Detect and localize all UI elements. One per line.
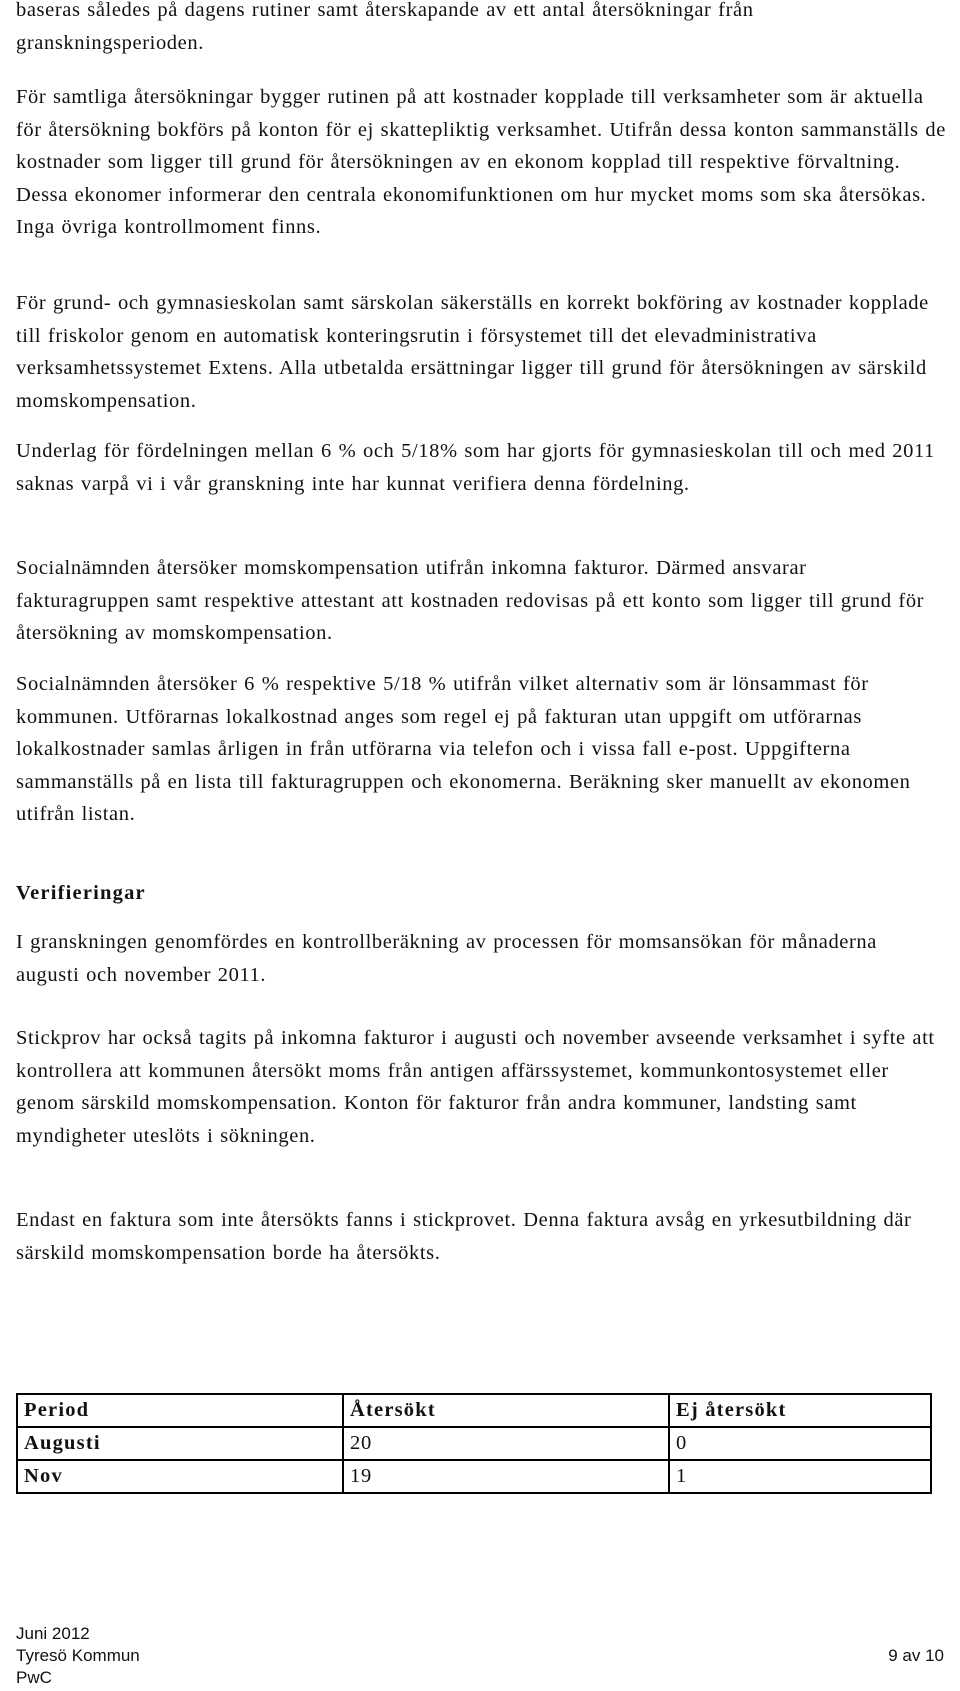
table-header-cell: Period <box>17 1394 343 1427</box>
table-row <box>17 1460 931 1493</box>
footer-page-number: 9 av 10 <box>888 1646 944 1665</box>
footer-org-line <box>16 1645 944 1667</box>
table-header-cell: Återsökt <box>343 1394 669 1427</box>
table-cell-period: Nov <box>17 1460 343 1493</box>
paragraph-social-board-rates: Socialnämnden återsöker 6 % respektive 5/18 % utifrån vilket alternativ som är lönsammast för kommunen. Utförarnas lokalkostnad anges som regel ej på fakturan utan uppgift om utförarnas lokalkostnader samlas årligen in från utförarna via telefon och i vissa fall e-post. Uppgifterna sammanställs på en lista till fakturagruppen och ekonomerna. Beräkning sker manuellt av ekonomen utifrån listan. <box>16 673 911 825</box>
footer-organization: Tyresö Kommun <box>16 1646 140 1665</box>
paragraph-samples: Stickprov har också tagits på inkomna fakturor i augusti och november avseende verksamhet i syfte att kontrollera att kommunen återsökt moms från antigen affärssystemet, kommunkontosystemet eller genom särskild momskompensation. Konton för fakturor från andra kommuner, landsting samt myndigheter uteslöts i sökningen. <box>16 1027 935 1147</box>
paragraph-intro: baseras således på dagens rutiner samt återskapande av ett antal återsökningar från granskningsperioden. <box>16 0 754 54</box>
table-cell-value: 1 <box>669 1460 931 1493</box>
paragraph-findings: Endast en faktura som inte återsökts fanns i stickprovet. Denna faktura avsåg en yrkesutbildning där särskild momskompensation borde ha återsökts. <box>16 1209 912 1264</box>
table-cell-value: 19 <box>343 1460 669 1493</box>
paragraph-retrieval-routine: För samtliga återsökningar bygger rutinen på att kostnader kopplade till verksamheter som är aktuella för återsökning bokförs på konton för ej skattepliktig verksamhet. Utifrån dessa konton sammanställs de kostnader som ligger till grund för återsökningen av en ekonom kopplad till respektive förvaltning. Dessa ekonomer informerar den centrala ekonomifunktionen om hur mycket moms som ska återsökas. Inga övriga kontrollmoment finns. <box>16 86 946 238</box>
table-cell-period: Augusti <box>17 1427 343 1460</box>
table-header-row <box>17 1394 931 1427</box>
paragraph-schools: För grund- och gymnasieskolan samt särskolan säkerställs en korrekt bokföring av kostnader kopplade till friskolor genom en automatisk konteringsrutin i försystemet till det elevadministrativa verksamhetssystemet Extens. Alla utbetalda ersättningar ligger till grund för återsökningen av särskild momskompensation. <box>16 292 929 412</box>
page-footer <box>16 1623 944 1689</box>
table-cell-value: 0 <box>669 1427 931 1460</box>
paragraph-social-board: Socialnämnden återsöker momskompensation utifrån inkomna fakturor. Därmed ansvarar fakturagruppen samt respektive attestant att kostnaden redovisas på ett konto som ligger till grund för återsökning av momskompensation. <box>16 557 925 644</box>
footer-company: PwC <box>16 1668 52 1687</box>
footer-date: Juni 2012 <box>16 1624 90 1643</box>
table-cell-value: 20 <box>343 1427 669 1460</box>
paragraph-distribution: Underlag för fördelningen mellan 6 % och 5/18% som har gjorts för gymnasieskolan till och med 2011 saknas varpå vi i vår granskning inte har kunnat verifiera denna fördelning. <box>16 440 935 495</box>
paragraph-control-calculation: I granskningen genomfördes en kontrollberäkning av processen för momsansökan för månaderna augusti och november 2011. <box>16 931 877 986</box>
table-header-cell: Ej återsökt <box>669 1394 931 1427</box>
table-row <box>17 1427 931 1460</box>
verification-table <box>16 1393 932 1494</box>
section-heading: Verifieringar <box>16 882 146 904</box>
